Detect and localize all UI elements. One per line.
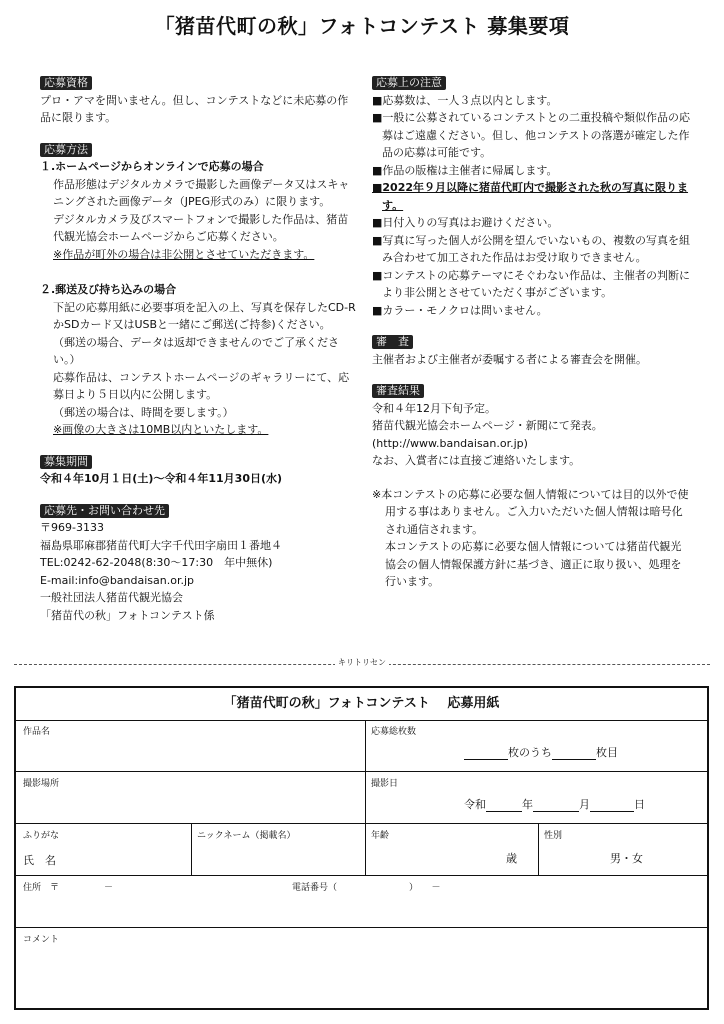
work-title-label: 作品名 <box>23 727 51 737</box>
online-line-1: 作品形態はデジタルカメラで撮影した画像データ又はスキャニングされた画像データ（JPEG形式のみ）に限ります。 <box>53 177 350 208</box>
total-entries-label: 応募総枚数 <box>371 727 417 737</box>
cautions-heading: 応募上の注意 <box>372 76 446 90</box>
results-line: 猪苗代観光協会ホームページ・新聞にて発表。 <box>372 419 603 432</box>
form-title: 「猪苗代町の秋」フォトコンテスト 応募用紙 <box>223 696 500 711</box>
period-heading: 募集期間 <box>40 455 92 469</box>
caution-item: ■コンテストの応募テーマにそぐわない作品は、主催者の判断により非公開とさせていただく事がございます。 <box>372 268 690 299</box>
caution-item: ■2022年９月以降に猪苗代町内で撮影された秋の写真に限ります。 <box>372 181 689 212</box>
mail-note: ※画像の大きさは10MB以内といたします。 <box>53 423 269 436</box>
mail-line-2: （郵送の場合、データは返却できませんのでご了承ください。） <box>53 335 339 366</box>
caution-item: ■写真に写った個人が公開を望んでいないもの、複数の写真を組み合わせて加工された作品はお受け取りできません。 <box>372 233 690 264</box>
results-url: (http://www.bandaisan.or.jp) <box>372 436 528 450</box>
eligibility-text: プロ・アマを問いません。但し、コンテストなどに未応募の作品に限ります。 <box>40 93 349 124</box>
caution-item: ■作品の版権は主催者に帰属します。 <box>372 163 558 177</box>
mail-line-3: 応募作品は、コンテストホームページのギャラリーにて、応募日より５日以内に公開します。 <box>53 370 350 401</box>
name-label: 氏 名 <box>23 854 56 867</box>
period-text: 令和４年10月１日(土)～令和４年11月30日(水) <box>40 472 283 485</box>
contact-org: 一般社団法人猪苗代観光協会 <box>40 591 183 604</box>
age-unit: 歳 <box>506 852 517 865</box>
form-divider <box>16 875 707 876</box>
nickname-label: ニックネーム（掲載名） <box>197 831 296 841</box>
method-heading: 応募方法 <box>40 143 92 157</box>
cut-label: キリトリセン <box>0 657 724 669</box>
caution-item: ■一般に公募されているコンテストとの二重投稿や類似作品の応募はご遠慮ください。但し、他コンテストの落選が確定した作品の応募は可能です。 <box>372 111 690 159</box>
online-line-2: デジタルカメラ及びスマートフォンで撮影した作品は、猪苗代観光協会ホームページからご応募ください。 <box>53 212 349 243</box>
results-heading: 審査結果 <box>372 384 424 398</box>
method-section <box>40 141 358 439</box>
page-title: 「猪苗代町の秋」フォトコンテスト 募集要項 <box>154 14 570 38</box>
results-line: 令和４年12月下旬予定。 <box>372 401 496 415</box>
location-label: 撮影場所 <box>23 779 60 789</box>
online-title: １.ホームページからオンラインで応募の場合 <box>40 160 264 173</box>
eligibility-heading: 応募資格 <box>40 76 92 90</box>
judging-text: 主催者および主催者が委嘱する者による審査会を開催。 <box>372 352 647 366</box>
application-form <box>14 686 709 1010</box>
period-section <box>40 453 358 488</box>
privacy-note-2: 本コンテストの応募に必要な個人情報については猪苗代観光協会の個人情報保護方針に基づき、適正に取り扱い、処理を行います。 <box>385 540 682 588</box>
results-section <box>372 382 692 470</box>
contact-postal: 〒969-3133 <box>40 521 104 534</box>
contact-email: E-mail:info@bandaisan.or.jp <box>40 573 195 587</box>
caution-item: ■カラー・モノクロは問いません。 <box>372 303 548 317</box>
caution-item: ■応募数は、一人３点以内とします。 <box>372 93 558 107</box>
contact-heading: 応募先・お問い合わせ先 <box>40 504 169 518</box>
online-note: ※作品が町外の場合は非公開とさせていただきます。 <box>53 247 315 261</box>
furigana-label: ふりがな <box>23 831 60 841</box>
form-divider <box>16 823 707 824</box>
phone-label: 電話番号（ ） － <box>292 883 441 893</box>
privacy-section <box>372 486 692 591</box>
contact-address: 福島県耶麻郡猪苗代町大字千代田字扇田１番地４ <box>40 538 282 552</box>
mail-line-4: （郵送の場合は、時間を要します。） <box>53 405 234 419</box>
form-divider <box>365 720 366 875</box>
mail-title: ２.郵送及び持ち込みの場合 <box>40 283 177 296</box>
date-field[interactable]: 令和 年 月 日 <box>464 798 645 811</box>
form-divider <box>191 823 192 875</box>
age-label: 年齢 <box>371 831 390 841</box>
gender-label: 性別 <box>544 831 563 841</box>
gender-options[interactable]: 男・女 <box>610 852 643 865</box>
entries-count-field[interactable]: 枚のうち 枚目 <box>464 746 618 760</box>
judging-heading: 審 査 <box>372 335 413 349</box>
form-divider <box>16 927 707 928</box>
right-column <box>372 74 692 591</box>
results-line: なお、入賞者には直接ご連絡いたします。 <box>372 454 581 467</box>
form-divider <box>16 771 707 772</box>
comment-label: コメント <box>23 935 60 945</box>
address-label: 住所 〒 － <box>23 883 114 893</box>
left-column <box>40 74 358 624</box>
caution-item: ■日付入りの写真はお避けください。 <box>372 216 559 229</box>
contact-dept: 「猪苗代の秋」フォトコンテスト係 <box>40 608 215 622</box>
judging-section <box>372 333 692 368</box>
form-divider <box>538 823 539 875</box>
mail-line-1: 下記の応募用紙に必要事項を記入の上、写真を保存したCD-RかSDカード又はUSBと一緒にご郵送(ご持参)ください。 <box>53 300 356 331</box>
eligibility-section <box>40 74 358 127</box>
contact-phone: TEL:0242-62-2048(8:30～17:30 年中無休) <box>40 556 273 569</box>
cautions-section <box>372 74 692 319</box>
work-title-field[interactable] <box>216 726 217 727</box>
date-label: 撮影日 <box>371 779 399 789</box>
privacy-note-1: ※本コンテストの応募に必要な個人情報については目的以外で使用する事はありません。ご入力いただいた個人情報は暗号化され通信されます。 <box>372 487 689 536</box>
contact-section <box>40 502 358 625</box>
form-divider <box>16 720 707 721</box>
